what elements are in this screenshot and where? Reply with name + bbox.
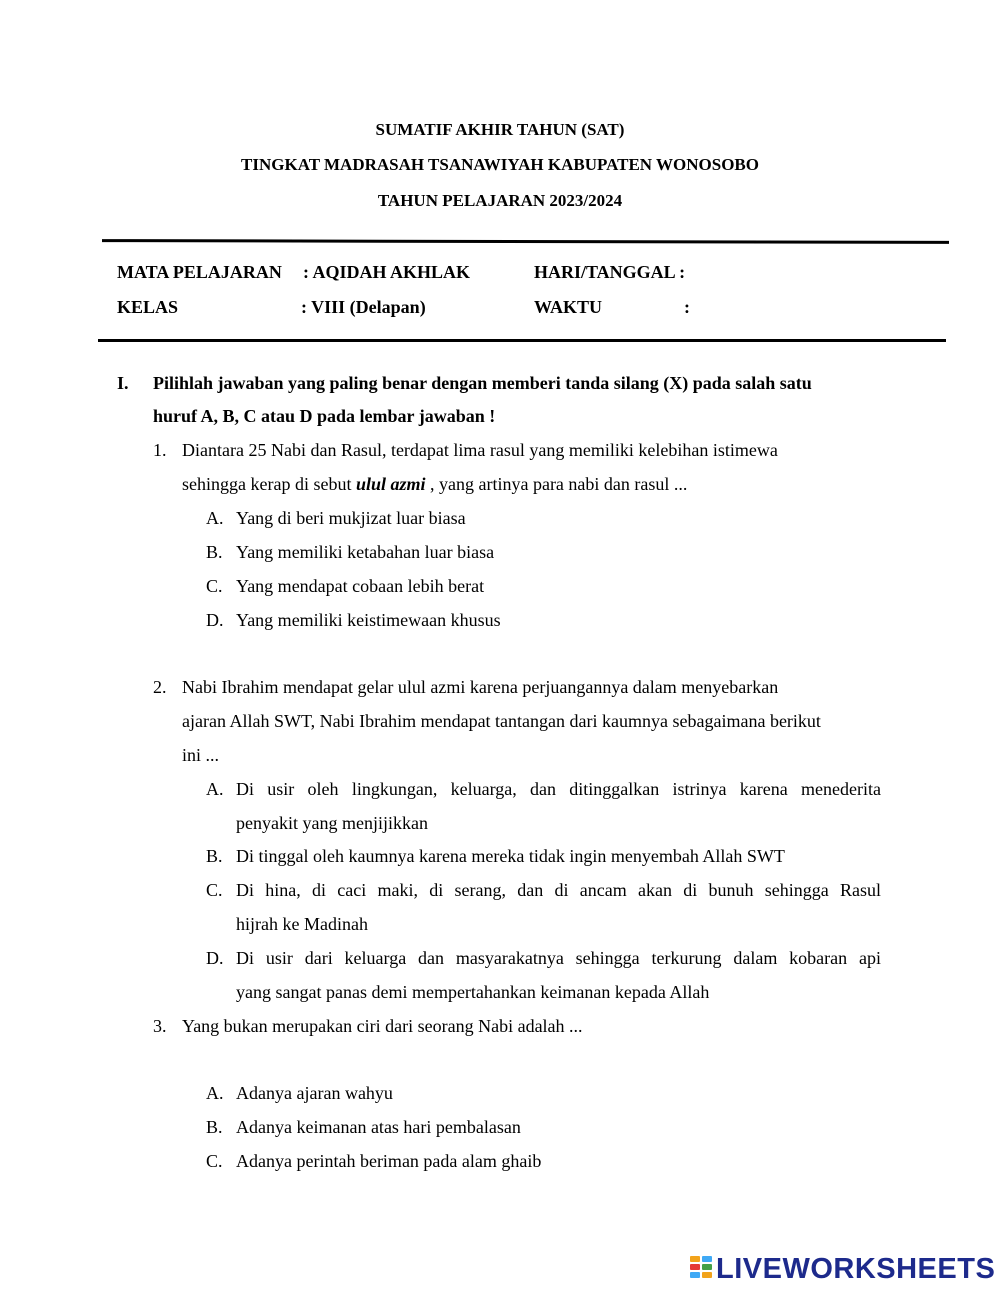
question-text-line1: Diantara 25 Nabi dan Rasul, terdapat lima rasul yang memiliki kelebihan istimewa — [182, 440, 778, 460]
question-number: 1. — [153, 440, 167, 460]
question-number: 2. — [153, 677, 167, 697]
option-letter[interactable]: C. — [206, 1151, 223, 1171]
option-letter[interactable]: A. — [206, 779, 224, 799]
option-text-line1: Di hina, di caci maki, di serang, dan di ancam akan di bunuh sehingga Rasul — [236, 880, 881, 900]
liveworksheets-logo — [690, 1252, 996, 1286]
subject-label: MATA PELAJARAN — [117, 262, 282, 282]
option-text-line2: penyakit yang menjijikkan — [236, 813, 428, 833]
option-letter[interactable]: C. — [206, 880, 223, 900]
option-text: Yang mendapat cobaan lebih berat — [236, 576, 485, 596]
class-value: : VIII (Delapan) — [301, 297, 426, 317]
option-text-line2: yang sangat panas demi mempertahankan keimanan kepada Allah — [236, 982, 710, 1002]
option-text-line1: Di usir oleh lingkungan, keluarga, dan ditinggalkan istrinya karena menederita — [236, 779, 881, 799]
option-text: Adanya ajaran wahyu — [236, 1083, 393, 1103]
header-divider-top — [102, 239, 949, 244]
subject-value: : AQIDAH AKHLAK — [303, 262, 471, 282]
option-letter[interactable]: D. — [206, 610, 224, 630]
question-text-line1: Nabi Ibrahim mendapat gelar ulul azmi karena perjuangannya dalam menyebarkan — [182, 677, 779, 697]
question-text-line2: sehingga kerap di sebut ulul azmi , yang artinya para nabi dan rasul ... — [182, 474, 688, 494]
option-letter[interactable]: B. — [206, 1117, 223, 1137]
section-instruction-line2: huruf A, B, C atau D pada lembar jawaban ! — [153, 406, 496, 426]
option-letter[interactable]: B. — [206, 846, 223, 866]
question-text-line1: Yang bukan merupakan ciri dari seorang Nabi adalah ... — [182, 1016, 583, 1036]
option-text-line1: Di tinggal oleh kaumnya karena mereka tidak ingin menyembah Allah SWT — [236, 846, 785, 866]
exam-year: TAHUN PELAJARAN 2023/2024 — [377, 191, 623, 210]
question-text-line2: ajaran Allah SWT, Nabi Ibrahim mendapat tantangan dari kaumnya sebagaimana berikut — [182, 711, 821, 731]
option-text: Yang memiliki ketabahan luar biasa — [236, 542, 495, 562]
option-text: Yang di beri mukjizat luar biasa — [236, 508, 466, 528]
section-instruction-line1: Pilihlah jawaban yang paling benar dengan memberi tanda silang (X) pada salah satu — [153, 373, 812, 393]
option-text: Adanya keimanan atas hari pembalasan — [236, 1117, 521, 1137]
liveworksheets-logo-icon — [690, 1256, 714, 1282]
watermark-text: LIVEWORKSHEETS — [716, 1253, 996, 1285]
date-label: HARI/TANGGAL : — [534, 262, 686, 282]
option-letter[interactable]: D. — [206, 948, 224, 968]
option-text-line2: hijrah ke Madinah — [236, 914, 368, 934]
option-letter[interactable]: A. — [206, 508, 224, 528]
term-ulul-azmi: ulul azmi — [355, 474, 426, 494]
option-text: Adanya perintah beriman pada alam ghaib — [236, 1151, 542, 1171]
option-letter[interactable]: C. — [206, 576, 223, 596]
option-text: Yang memiliki keistimewaan khusus — [236, 610, 501, 630]
time-label: WAKTU — [534, 297, 603, 317]
option-letter[interactable]: A. — [206, 1083, 224, 1103]
exam-level: TINGKAT MADRASAH TSANAWIYAH KABUPATEN WONOSOBO — [241, 155, 759, 174]
option-letter[interactable]: B. — [206, 542, 223, 562]
section-number: I. — [117, 373, 129, 393]
class-label: KELAS — [117, 297, 179, 317]
exam-title: SUMATIF AKHIR TAHUN (SAT) — [375, 120, 625, 139]
question-number: 3. — [153, 1016, 167, 1036]
time-colon: : — [684, 297, 690, 317]
header-divider-bottom — [98, 339, 946, 342]
question-text-line3: ini ... — [182, 745, 220, 765]
option-text-line1: Di usir dari keluarga dan masyarakatnya sehingga terkurung dalam kobaran api — [236, 948, 881, 968]
